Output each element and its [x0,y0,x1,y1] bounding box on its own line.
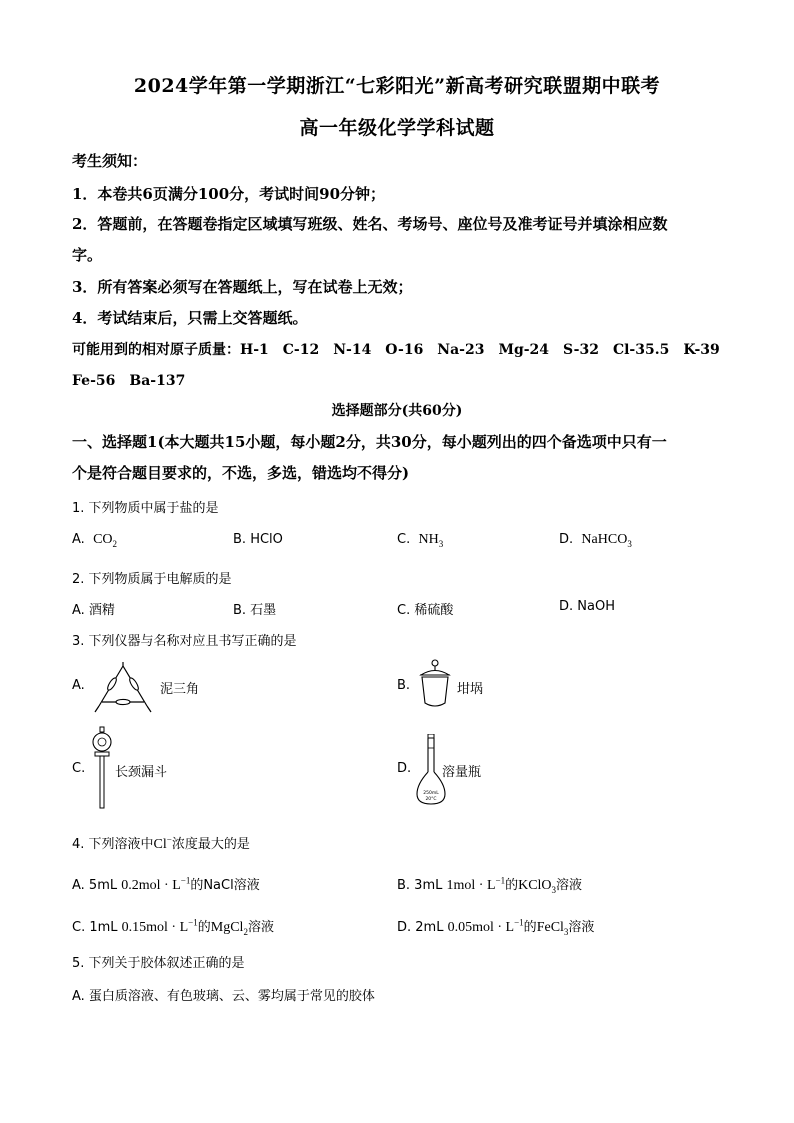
q2-option-a: A. 酒精 [72,603,115,618]
q4-option-c: C. 1mL $0.15mol \cdot L^{-1}$的MgCl$_2$溶液 [72,917,274,937]
q1-option-b: B. HClO [233,532,283,547]
section-instruction-2: 个是符合题目要求的，不选，多选，错选均不得分) [72,464,410,482]
q3-stem: 3. 下列仪器与名称对应且书写正确的是 [72,634,297,649]
q3-option-b-name: 坩埚 [457,682,484,697]
q1-stem: 1. 下列物质中属于盐的是 [72,501,219,516]
flask-label-temp: 20°C [425,797,437,802]
q1-option-d: D. NaHCO$_3$ [559,532,632,549]
notice-item-2: 2．答题前，在答题卷指定区域填写班级、姓名、考场号、座位号及准考证号并填涂相应数 [72,215,668,233]
q3-option-c-label: C. [72,761,86,776]
q2-option-d: D. NaOH [559,599,615,614]
section-title: 选择题部分(共60分) [331,403,463,419]
q1-option-c: C. $NH_3$ [397,532,444,549]
q3-option-d-name: 溶量瓶 [442,765,482,780]
q2-option-b: B. 石墨 [233,603,277,618]
crucible-icon [418,659,452,711]
q4-option-b: B. 3mL $1mol \cdot L^{-1}$的KClO$_3$溶液 [397,875,583,895]
q2-option-c: C. 稀硫酸 [397,603,454,618]
q4-option-d: D. 2mL $0.05mol \cdot L^{-1}$的FeCl$_3$溶液 [397,917,595,937]
q3-option-a-name: 泥三角 [160,682,200,697]
q4-stem: 4. 下列溶液中Cl−浓度最大的是 [72,834,250,852]
q3-option-c-name: 长颈漏斗 [115,765,168,780]
q5-stem: 5. 下列关于胶体叙述正确的是 [72,956,245,971]
q3-option-b-label: B. [397,678,411,693]
notice-item-4: 4．考试结束后，只需上交答题纸。 [72,309,308,327]
q4-option-a: A. 5mL $0.2mol \cdot L^{-1}$的NaCl溶液 [72,875,260,893]
exam-title: 2024学年第一学期浙江“七彩阳光”新高考研究联盟期中联考 [133,75,661,97]
atomic-mass-line-2: Fe-56 Ba-137 [72,373,186,389]
notice-heading: 考生须知： [72,152,148,170]
long-neck-funnel-icon [91,726,113,810]
notice-item-2-cont: 字。 [72,246,103,264]
q2-stem: 2. 下列物质属于电解质的是 [72,572,232,587]
q1-option-a: A. $CO_2$ [72,532,118,549]
q3-option-d-label: D. [397,761,412,776]
notice-item-1: 1．本卷共6页满分100分，考试时间90分钟； [72,185,386,203]
exam-subtitle: 高一年级化学学科试题 [299,117,495,139]
atomic-mass-line-1: 可能用到的相对原子质量：H-1 C-12 N-14 O-16 Na-23 Mg-24 S-32 Cl-35.5 K-39 [72,342,720,358]
clay-triangle-icon [94,662,152,714]
q3-option-a-label: A. [72,678,85,693]
q5-option-a: A. 蛋白质溶液、有色玻璃、云、雾均属于常见的胶体 [72,989,375,1004]
section-instruction-1: 一、选择题1(本大题共15小题，每小题2分，共30分，每小题列出的四个备选项中只有一 [72,433,667,451]
notice-item-3: 3．所有答案必须写在答题纸上，写在试卷上无效； [72,278,413,296]
flask-label-volume: 250mL [423,791,439,796]
